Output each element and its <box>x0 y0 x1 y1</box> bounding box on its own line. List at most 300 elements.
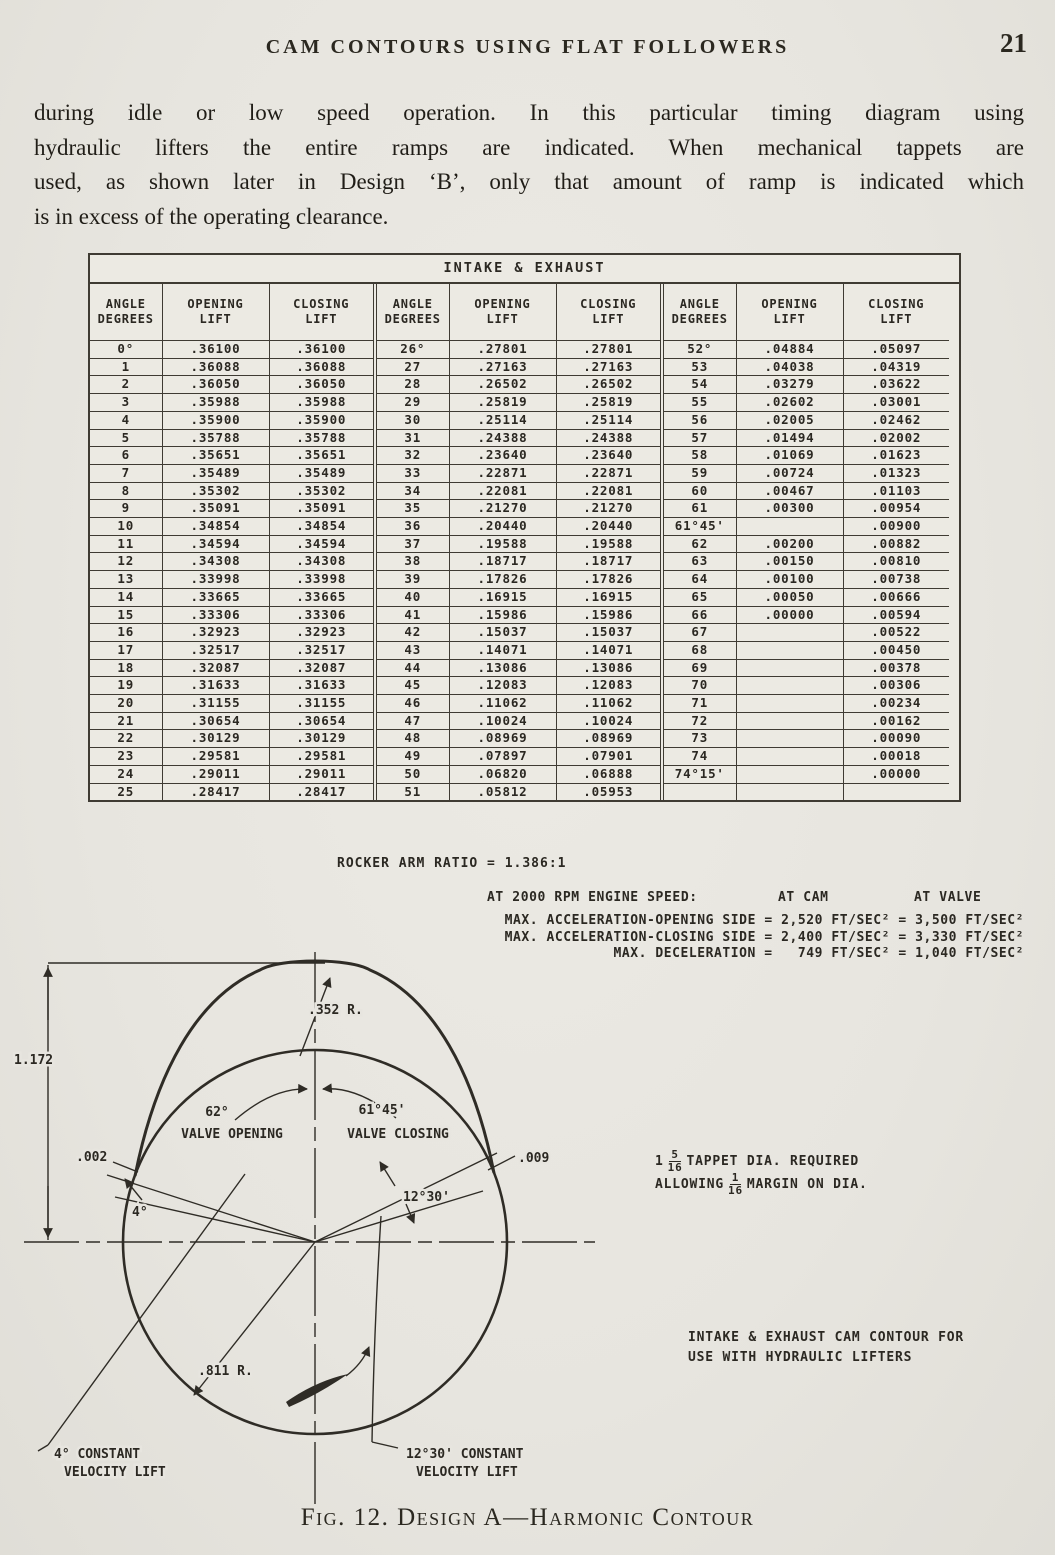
acceleration-line: MAX. DECELERATION = 749 FT/SEC² = 1,040 FT/SEC² <box>613 946 1024 961</box>
table-row <box>377 535 662 553</box>
closing-lift-cell: .00450 <box>843 641 949 659</box>
closing-lift-label: .009 <box>518 1151 550 1166</box>
table-row <box>377 730 662 748</box>
opening-lift-cell: .30129 <box>162 730 269 748</box>
opening-lift-cell: .21270 <box>449 500 556 518</box>
table-row <box>90 411 375 429</box>
table-row <box>90 358 375 376</box>
closing-lift-cell: .35302 <box>269 482 375 500</box>
table-row <box>377 571 662 589</box>
table-row <box>377 411 662 429</box>
angle-cell: 12 <box>90 553 162 571</box>
closing-lift-cell: .00522 <box>843 624 949 642</box>
opening-lift-cell: .24388 <box>449 429 556 447</box>
opening-lift-cell <box>736 695 843 713</box>
closing-lift-cell: .11062 <box>556 695 662 713</box>
closing-lift-cell: .00900 <box>843 518 949 536</box>
opening-lift-cell: .29581 <box>162 748 269 766</box>
angle-cell: 37 <box>377 535 449 553</box>
angle-cell: 69 <box>664 659 736 677</box>
opening-cv-leader-elbow <box>38 1445 48 1451</box>
table-row <box>664 518 949 536</box>
angle-cell: 30 <box>377 411 449 429</box>
total-height-label: 1.172 <box>14 1053 54 1068</box>
tappet-note-text2a: ALLOWING <box>655 1177 725 1192</box>
table-row <box>664 535 949 553</box>
closing-lift-cell: .04319 <box>843 358 949 376</box>
tappet-note-text2b: MARGIN ON DIA. <box>746 1177 868 1192</box>
table-row <box>664 783 949 800</box>
angle-cell: 10 <box>90 518 162 536</box>
closing-lift-cell: .27801 <box>556 341 662 359</box>
table-row <box>664 677 949 695</box>
closing-lift-cell: .35489 <box>269 464 375 482</box>
closing-lift-cell: .18717 <box>556 553 662 571</box>
angle-cell: 33 <box>377 464 449 482</box>
opening-lift-label: .002 <box>76 1150 108 1165</box>
col-header-closing: CLOSING LIFT <box>556 284 662 341</box>
opening-lift-cell: .34594 <box>162 535 269 553</box>
opening-lift-cell <box>736 659 843 677</box>
closing-lift-cell: .34308 <box>269 553 375 571</box>
opening-lift-cell: .30654 <box>162 712 269 730</box>
tappet-fraction: $\frac{5}{16}$ <box>667 1148 683 1174</box>
closing-lift-cell: .00018 <box>843 748 949 766</box>
closing-cv-label-line2: VELOCITY LIFT <box>416 1465 518 1480</box>
acceleration-line: MAX. ACCELERATION-OPENING SIDE = 2,520 FT/SEC² = 3,500 FT/SEC² <box>504 913 1024 928</box>
opening-lift-cell: .13086 <box>449 659 556 677</box>
table-row <box>664 712 949 730</box>
closing-lift-cell: .01323 <box>843 464 949 482</box>
angle-cell: 46 <box>377 695 449 713</box>
opening-lift-cell: .07897 <box>449 748 556 766</box>
angle-cell: 17 <box>90 641 162 659</box>
angle-cell: 74 <box>664 748 736 766</box>
opening-lift-cell: .31633 <box>162 677 269 695</box>
table-row <box>377 553 662 571</box>
closing-lift-cell: .01103 <box>843 482 949 500</box>
opening-lift-cell <box>736 783 843 800</box>
closing-lift-cell: .35988 <box>269 394 375 412</box>
angle-cell: 52° <box>687 341 713 356</box>
valve-opening-label: VALVE OPENING <box>181 1127 283 1142</box>
table-row <box>90 464 375 482</box>
angle-cell: 38 <box>377 553 449 571</box>
at-valve-label: AT VALVE <box>914 890 982 905</box>
angle-cell: 31 <box>377 429 449 447</box>
angle-cell: 70 <box>664 677 736 695</box>
paragraph-line: is in excess of the operating clearance. <box>34 203 389 229</box>
table-row <box>664 358 949 376</box>
table-row <box>90 535 375 553</box>
closing-lift-cell: .00090 <box>843 730 949 748</box>
table-row <box>90 447 375 465</box>
closing-lift-cell: .10024 <box>556 712 662 730</box>
angle-cell: 72 <box>664 712 736 730</box>
opening-lift-cell: .04884 <box>736 341 843 359</box>
closing-lift-cell: .35091 <box>269 500 375 518</box>
opening-lift-cell: .15986 <box>449 606 556 624</box>
engine-speed-label: AT 2000 RPM ENGINE SPEED: <box>487 890 698 905</box>
table-row <box>664 341 949 359</box>
angle-cell: 35 <box>377 500 449 518</box>
opening-lift-cell: .31155 <box>162 695 269 713</box>
opening-lift-cell <box>736 624 843 642</box>
table-row <box>377 712 662 730</box>
opening-lift-cell <box>736 765 843 783</box>
opening-lift-cell: .35302 <box>162 482 269 500</box>
table-row <box>377 518 662 536</box>
table-row <box>90 730 375 748</box>
angle-cell: 14 <box>90 588 162 606</box>
closing-lift-cell: .33998 <box>269 571 375 589</box>
closing-lift-cell: .08969 <box>556 730 662 748</box>
table-row <box>90 659 375 677</box>
opening-lift-cell: .00100 <box>736 571 843 589</box>
angle-cell: 50 <box>377 765 449 783</box>
angle-cell: 25 <box>90 783 162 800</box>
table-row <box>664 571 949 589</box>
closing-lift-cell: .35788 <box>269 429 375 447</box>
table-row <box>90 518 375 536</box>
opening-lift-cell: .25819 <box>449 394 556 412</box>
table-row <box>90 341 375 359</box>
opening-lift-cell: .16915 <box>449 588 556 606</box>
opening-lift-cell <box>736 518 843 536</box>
page-title: CAM CONTOURS USING FLAT FOLLOWERS <box>265 36 790 58</box>
opening-lift-cell: .06820 <box>449 765 556 783</box>
opening-lift-cell <box>736 748 843 766</box>
closing-lift-cell: .24388 <box>556 429 662 447</box>
table-row <box>377 606 662 624</box>
angle-cell: 24 <box>90 765 162 783</box>
opening-lift-cell: .35988 <box>162 394 269 412</box>
opening-lift-cell: .32517 <box>162 641 269 659</box>
closing-cv-label-line1: 12°30' CONSTANT <box>406 1447 524 1462</box>
opening-lift-cell: .00724 <box>736 464 843 482</box>
angle-cell: 19 <box>90 677 162 695</box>
valve-opening-arc-arrow <box>235 1089 307 1120</box>
opening-lift-cell: .36100 <box>162 341 269 359</box>
table-row <box>664 606 949 624</box>
angle-cell: 7 <box>90 464 162 482</box>
table-row <box>90 571 375 589</box>
closing-ramp-angle-label: 12°30' <box>403 1190 450 1205</box>
angle-cell: 36 <box>377 518 449 536</box>
table-row <box>377 659 662 677</box>
table-row <box>664 482 949 500</box>
tappet-whole-number: 1 <box>655 1154 664 1169</box>
closing-lift-cell: .01623 <box>843 447 949 465</box>
table-group-1 <box>90 284 377 800</box>
table-row <box>90 712 375 730</box>
table-row <box>377 695 662 713</box>
opening-lift-cell: .35788 <box>162 429 269 447</box>
col-header-angle: ANGLE DEGREES <box>90 284 162 341</box>
valve-opening-angle-label: 62° <box>205 1105 229 1120</box>
opening-lift-cell: .20440 <box>449 518 556 536</box>
table-row <box>664 464 949 482</box>
opening-lift-cell: .25114 <box>449 411 556 429</box>
col-header-closing: CLOSING LIFT <box>843 284 949 341</box>
table-row <box>90 677 375 695</box>
table-title: INTAKE & EXHAUST <box>90 255 959 284</box>
closing-lift-cell: .32517 <box>269 641 375 659</box>
angle-cell: 53 <box>664 358 736 376</box>
angle-cell: 21 <box>90 712 162 730</box>
closing-lift-cell: .32087 <box>269 659 375 677</box>
closing-lift-cell: .21270 <box>556 500 662 518</box>
opening-lift-cell: .19588 <box>449 535 556 553</box>
closing-lift-cell: .27163 <box>556 358 662 376</box>
angle-cell: 32 <box>377 447 449 465</box>
table-row <box>664 376 949 394</box>
opening-lift-cell: .00467 <box>736 482 843 500</box>
closing-lift-cell: .25114 <box>556 411 662 429</box>
closing-lift-cell: .00666 <box>843 588 949 606</box>
table-row <box>664 641 949 659</box>
table-row <box>377 748 662 766</box>
angle-cell: 13 <box>90 571 162 589</box>
opening-lift-cell: .17826 <box>449 571 556 589</box>
angle-cell: 11 <box>90 535 162 553</box>
table-row <box>377 500 662 518</box>
angle-cell: 48 <box>377 730 449 748</box>
table-row <box>664 730 949 748</box>
table-row <box>664 659 949 677</box>
angle-cell: 2 <box>90 376 162 394</box>
closing-lift-cell: .14071 <box>556 641 662 659</box>
closing-lift-cell: .23640 <box>556 447 662 465</box>
angle-cell: 22 <box>90 730 162 748</box>
col-header-opening: OPENING LIFT <box>736 284 843 341</box>
closing-lift-cell: .30654 <box>269 712 375 730</box>
closing-lift-cell: .34854 <box>269 518 375 536</box>
angle-cell: 41 <box>377 606 449 624</box>
closing-lift-cell: .19588 <box>556 535 662 553</box>
hydraulic-lifters-note-line1: INTAKE & EXHAUST CAM CONTOUR FOR <box>688 1330 965 1345</box>
opening-lift-cell <box>736 641 843 659</box>
opening-lift-cell: .29011 <box>162 765 269 783</box>
closing-lift-cell: .12083 <box>556 677 662 695</box>
closing-lift-cell: .25819 <box>556 394 662 412</box>
angle-cell: 64 <box>664 571 736 589</box>
rocker-arm-ratio-note: ROCKER ARM RATIO = 1.386:1 <box>337 856 567 871</box>
opening-lift-cell: .36088 <box>162 358 269 376</box>
table-row <box>377 429 662 447</box>
angle-cell: 29 <box>377 394 449 412</box>
table-row <box>377 765 662 783</box>
table-row <box>664 411 949 429</box>
opening-lift-cell: .00150 <box>736 553 843 571</box>
opening-lift-cell: .01069 <box>736 447 843 465</box>
closing-lift-cell: .17826 <box>556 571 662 589</box>
angle-cell: 26° <box>400 341 426 356</box>
table-row <box>90 783 375 800</box>
opening-lift-cell: .02005 <box>736 411 843 429</box>
angle-cell: 27 <box>377 358 449 376</box>
opening-lift-cell <box>736 712 843 730</box>
angle-cell: 61°45' <box>664 518 736 536</box>
angle-cell: 5 <box>90 429 162 447</box>
opening-lift-leader <box>113 1162 138 1172</box>
page-number: 21 <box>1000 28 1027 58</box>
opening-lift-cell <box>736 677 843 695</box>
closing-lift-cell: .00810 <box>843 553 949 571</box>
table-row <box>377 482 662 500</box>
angle-cell: 62 <box>664 535 736 553</box>
closing-lift-cell: .29581 <box>269 748 375 766</box>
angle-cell: 16 <box>90 624 162 642</box>
nose-radius-label: .352 R. <box>308 1003 363 1018</box>
closing-lift-cell: .22081 <box>556 482 662 500</box>
angle-cell: 59 <box>664 464 736 482</box>
table-row <box>664 553 949 571</box>
table-row <box>664 447 949 465</box>
angle-cell: 42 <box>377 624 449 642</box>
table-row <box>90 429 375 447</box>
closing-lift-cell: .29011 <box>269 765 375 783</box>
closing-lift-cell <box>843 783 949 800</box>
opening-ramp-angle-label: 4° <box>132 1205 148 1220</box>
paragraph-line: hydraulic lifters the entire ramps are indicated. When mechanical tappets are <box>34 134 1024 160</box>
margin-fraction: $\frac{1}{16}$ <box>728 1171 743 1197</box>
engine-speed-header <box>487 890 1027 906</box>
table-row <box>377 376 662 394</box>
closing-lift-cell: .33306 <box>269 606 375 624</box>
opening-lift-cell: .04038 <box>736 358 843 376</box>
closing-lift-cell: .36050 <box>269 376 375 394</box>
paragraph-line: during idle or low speed operation. In this particular timing diagram using <box>34 100 1024 125</box>
opening-lift-cell: .02602 <box>736 394 843 412</box>
table-row <box>90 376 375 394</box>
closing-lift-cell: .05953 <box>556 783 662 800</box>
angle-cell: 6 <box>90 447 162 465</box>
angle-cell: 55 <box>664 394 736 412</box>
closing-lift-cell: .00954 <box>843 500 949 518</box>
opening-lift-cell: .00000 <box>736 606 843 624</box>
angle-cell: 57 <box>664 429 736 447</box>
opening-lift-cell: .32923 <box>162 624 269 642</box>
table-row <box>664 695 949 713</box>
closing-lift-cell: .03001 <box>843 394 949 412</box>
angle-cell: 65 <box>664 588 736 606</box>
table-row <box>664 624 949 642</box>
col-header-closing: CLOSING LIFT <box>269 284 375 341</box>
angle-cell: 8 <box>90 482 162 500</box>
closing-lift-cell: .00162 <box>843 712 949 730</box>
closing-lift-cell: .15037 <box>556 624 662 642</box>
opening-lift-cell: .11062 <box>449 695 556 713</box>
closing-lift-cell: .20440 <box>556 518 662 536</box>
opening-lift-cell: .33306 <box>162 606 269 624</box>
angle-cell: 47 <box>377 712 449 730</box>
opening-lift-cell: .23640 <box>449 447 556 465</box>
opening-lift-cell: .33998 <box>162 571 269 589</box>
opening-lift-cell: .00050 <box>736 588 843 606</box>
opening-lift-cell: .27801 <box>449 341 556 359</box>
closing-lift-cell: .00738 <box>843 571 949 589</box>
closing-lift-cell: .03622 <box>843 376 949 394</box>
opening-lift-cell: .27163 <box>449 358 556 376</box>
opening-cv-label-line2: VELOCITY LIFT <box>64 1465 166 1480</box>
closing-lift-cell: .26502 <box>556 376 662 394</box>
col-header-opening: OPENING LIFT <box>162 284 269 341</box>
angle-cell: 44 <box>377 659 449 677</box>
table-row <box>664 588 949 606</box>
body-paragraph <box>34 96 1024 234</box>
opening-lift-cell: .05812 <box>449 783 556 800</box>
angle-cell: 28 <box>377 376 449 394</box>
closing-cv-leader-elbow <box>372 1442 398 1448</box>
angle-cell: 71 <box>664 695 736 713</box>
opening-lift-cell: .10024 <box>449 712 556 730</box>
angle-cell: 51 <box>377 783 449 800</box>
opening-lift-cell: .08969 <box>449 730 556 748</box>
closing-lift-cell: .35900 <box>269 411 375 429</box>
closing-lift-cell: .02002 <box>843 429 949 447</box>
angle-cell: 1 <box>90 358 162 376</box>
angle-cell: 63 <box>664 553 736 571</box>
tappet-dia-note <box>655 1150 868 1196</box>
opening-lift-cell: .28417 <box>162 783 269 800</box>
table-row <box>377 447 662 465</box>
tappet-note-text1: TAPPET DIA. REQUIRED <box>686 1154 860 1169</box>
angle-cell: 68 <box>664 641 736 659</box>
angle-cell: 18 <box>90 659 162 677</box>
closing-lift-cell: .35651 <box>269 447 375 465</box>
table-row <box>90 553 375 571</box>
hydraulic-lifters-note <box>688 1328 964 1368</box>
table-row <box>90 765 375 783</box>
angle-cell: 45 <box>377 677 449 695</box>
closing-lift-cell: .36100 <box>269 341 375 359</box>
closing-lift-cell: .36088 <box>269 358 375 376</box>
angle-cell: 58 <box>664 447 736 465</box>
opening-lift-cell: .34308 <box>162 553 269 571</box>
table-row <box>377 783 662 800</box>
angle-cell: 54 <box>664 376 736 394</box>
table-row <box>90 695 375 713</box>
table-row <box>90 500 375 518</box>
closing-lift-cell: .05097 <box>843 341 949 359</box>
table-row <box>664 765 949 783</box>
opening-lift-cell: .00300 <box>736 500 843 518</box>
hydraulic-lifters-note-line2: USE WITH HYDRAULIC LIFTERS <box>688 1350 913 1365</box>
table-row <box>377 341 662 359</box>
at-cam-label: AT CAM <box>778 890 829 905</box>
closing-lift-cell: .07901 <box>556 748 662 766</box>
closing-lift-cell: .32923 <box>269 624 375 642</box>
angle-cell: 61 <box>664 500 736 518</box>
opening-lift-cell: .22081 <box>449 482 556 500</box>
opening-lift-cell: .35489 <box>162 464 269 482</box>
angle-cell: 49 <box>377 748 449 766</box>
table-row <box>90 588 375 606</box>
angle-cell: 9 <box>90 500 162 518</box>
opening-lift-cell: .18717 <box>449 553 556 571</box>
table-row <box>377 641 662 659</box>
closing-lift-cell: .30129 <box>269 730 375 748</box>
col-header-opening: OPENING LIFT <box>449 284 556 341</box>
table-row <box>377 624 662 642</box>
table-row <box>90 606 375 624</box>
closing-cv-leader <box>372 1216 381 1442</box>
closing-lift-cell: .00378 <box>843 659 949 677</box>
closing-lift-cell: .06888 <box>556 765 662 783</box>
opening-lift-cell: .03279 <box>736 376 843 394</box>
rotation-arrow <box>346 1347 369 1376</box>
